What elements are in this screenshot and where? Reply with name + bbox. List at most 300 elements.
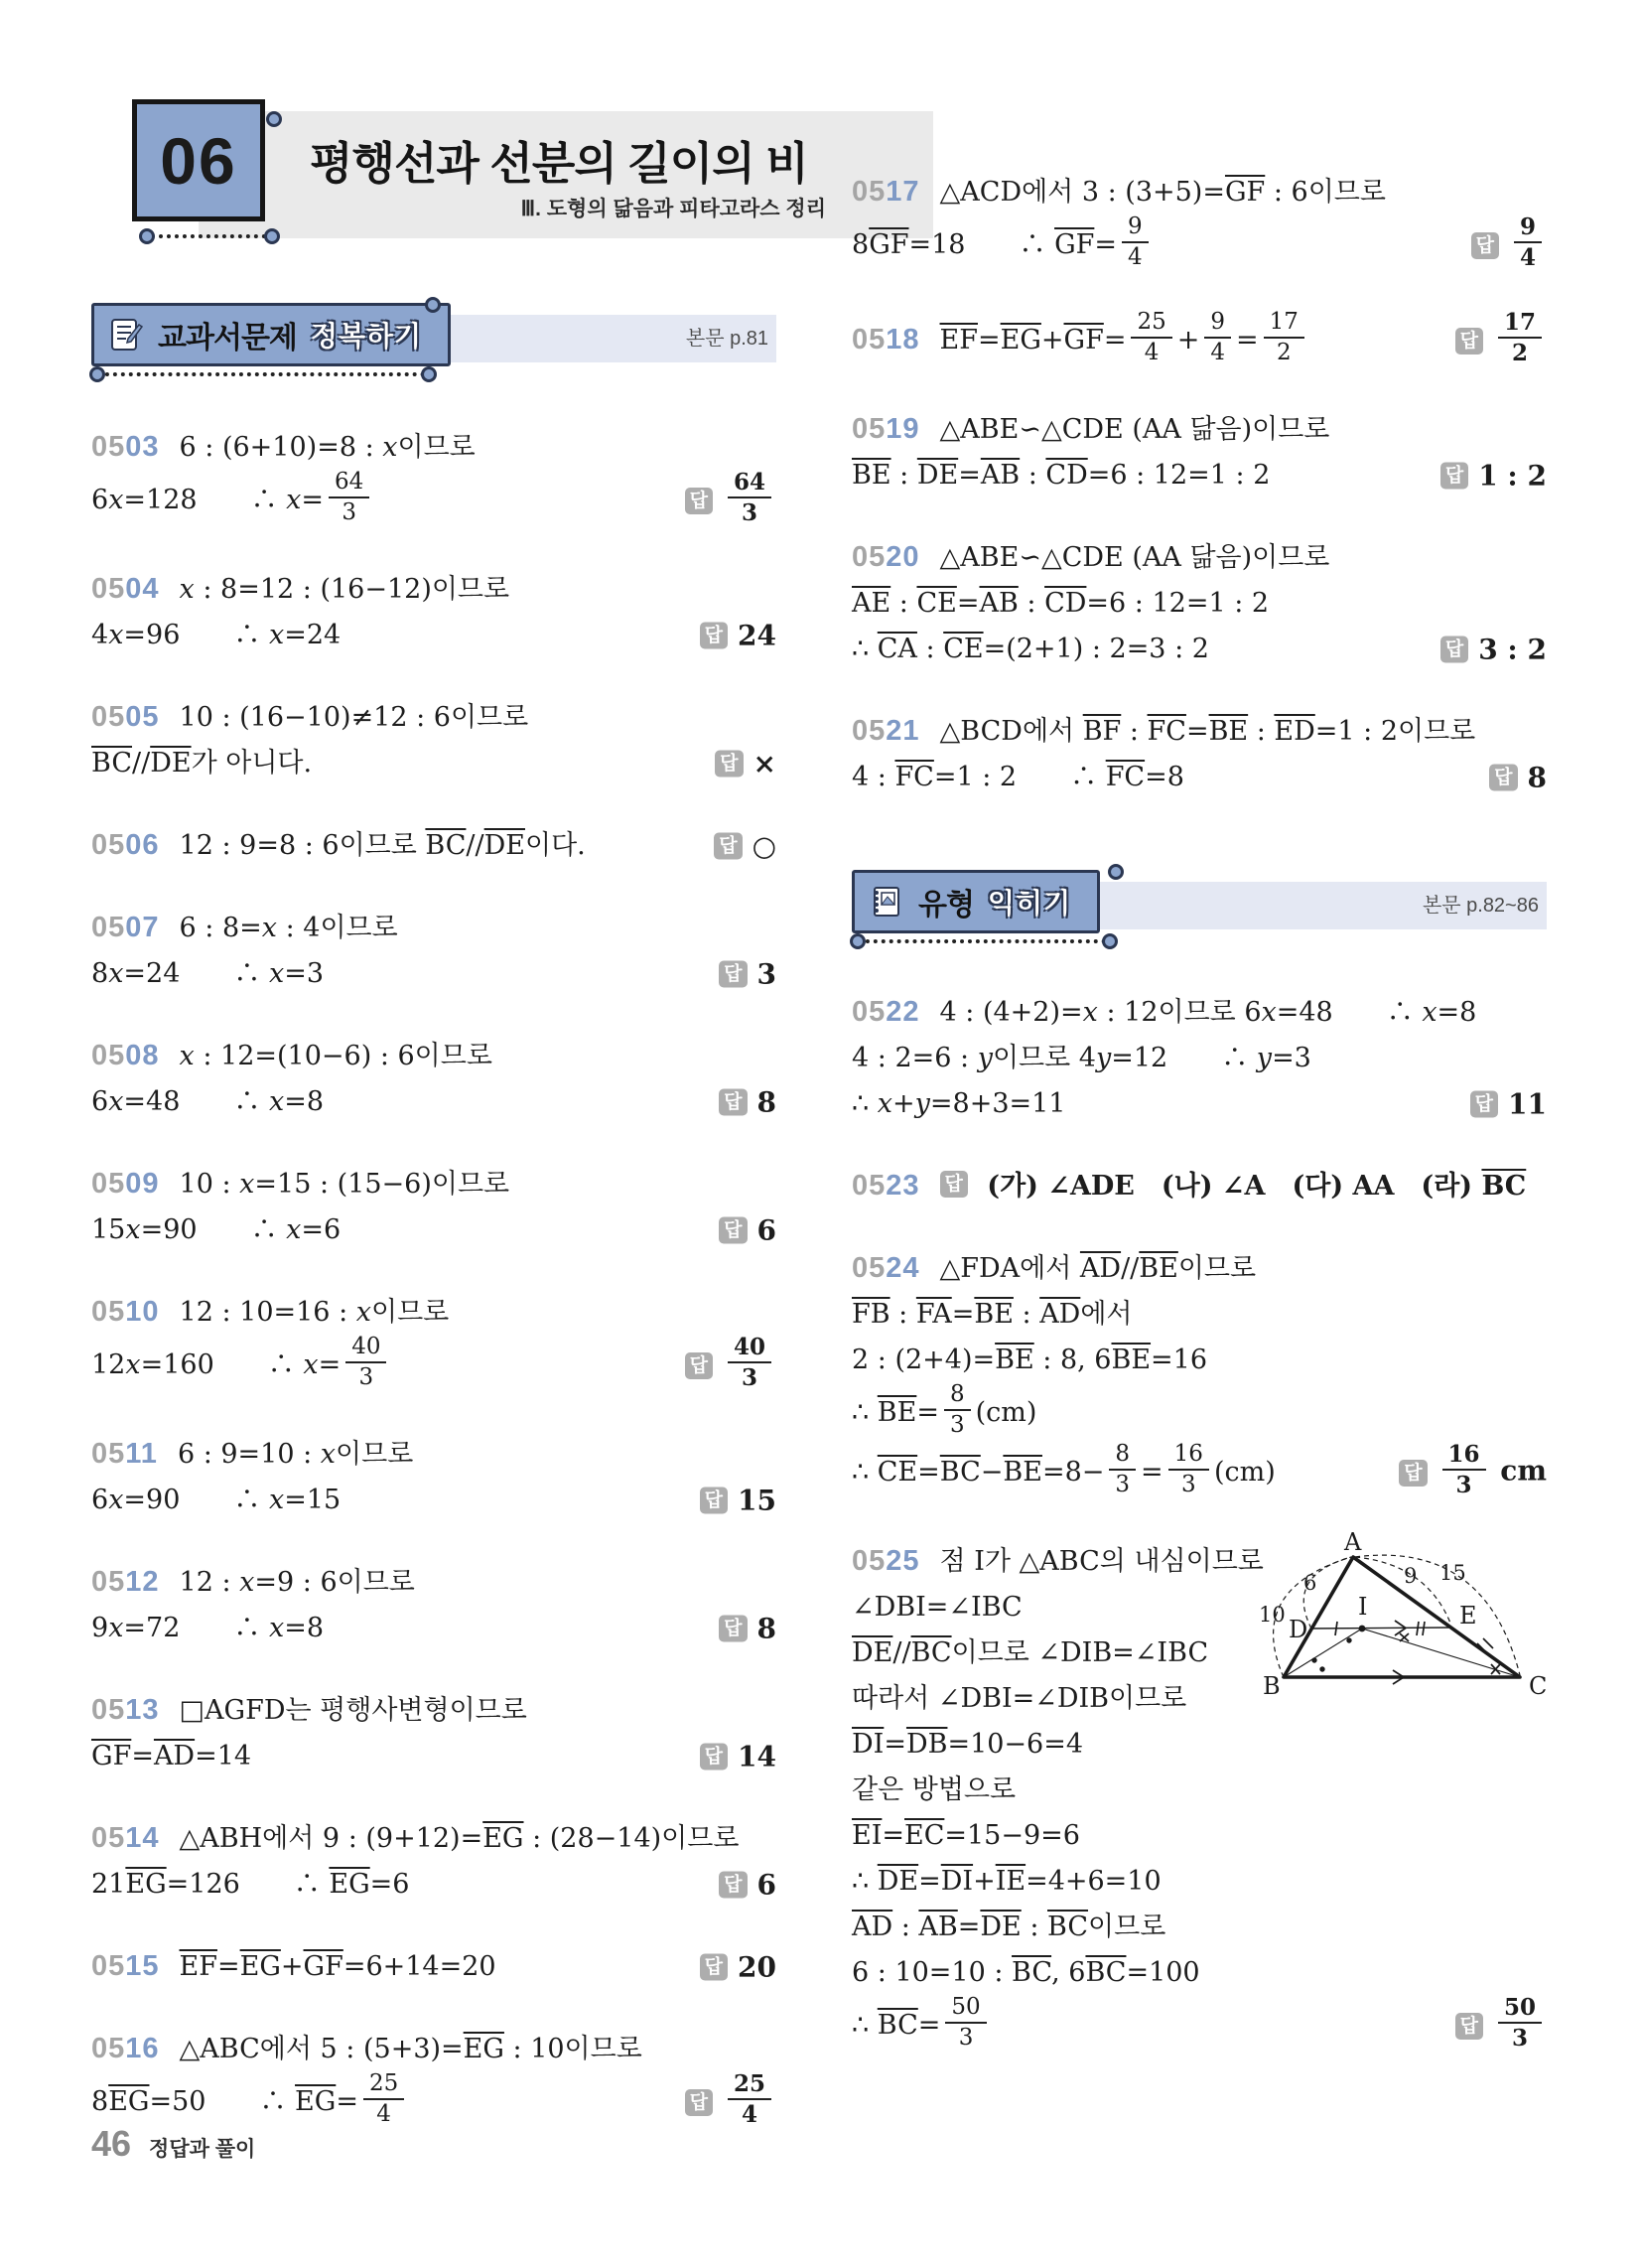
solution-line (91, 1289, 776, 1336)
problem-0514 (91, 1815, 776, 1908)
answer-badge: 답 (940, 1171, 968, 1198)
answer (719, 958, 776, 991)
solution-line (852, 1292, 1547, 1338)
answer (1399, 1443, 1547, 1502)
solution-line (852, 1036, 1547, 1081)
solution-line (852, 534, 1547, 581)
segment-overline: $\overline{AB}$ (918, 1912, 958, 1942)
segment-overline: $\overline{CE}$ (877, 1456, 918, 1488)
segment-overline: $\overline{CD}$ (1045, 460, 1088, 491)
segment-overline: $\overline{BE}$ (852, 460, 891, 491)
solution-text: △ACD에서 3 : $(3+5)=\overline{GF}$ : 6이므로 (939, 177, 1386, 208)
decor-handle (1102, 933, 1118, 949)
segment-overline: $\overline{EG}$ (482, 1823, 524, 1854)
solution-text: 6x=90 ∴ x=15 (91, 1485, 342, 1515)
answer-badge: 답 (1455, 328, 1483, 354)
problem-0510 (91, 1289, 776, 1395)
segment-overline: $\overline{BC}$ (1012, 1957, 1052, 1988)
solution-text: ∴ $\overline{BE}=$ $\frac{8}{3}$ (cm) (852, 1381, 1037, 1438)
measure-ac: 15 (1439, 1561, 1466, 1585)
problem-number: 0517 (852, 176, 920, 208)
solution-line (852, 406, 1547, 453)
solution-line (91, 1862, 776, 1908)
segment-overline: $\overline{EG}$ (108, 2085, 150, 2117)
segment-overline: $\overline{CD}$ (1044, 588, 1087, 619)
problem-number: 0514 (91, 1822, 160, 1854)
segment-overline: $\overline{EF}$ (179, 1951, 217, 1982)
decor-handle (425, 297, 441, 313)
decor-handle (1108, 864, 1124, 880)
problem-0522 (852, 989, 1547, 1127)
problem-number: 0522 (852, 996, 920, 1028)
fraction: $\frac{25}{4}$ (728, 2069, 771, 2129)
answer-value (1509, 215, 1547, 275)
footer-label: 정답과 풀이 (149, 2138, 256, 2161)
section-header-practice (852, 870, 1547, 949)
fraction: $\frac{9}{4}$ (1514, 213, 1542, 272)
answer-value: 6 (756, 1868, 776, 1902)
segment-overline: $\overline{EG}$ (239, 1951, 281, 1982)
answer (1471, 215, 1547, 275)
solution-line (91, 1943, 776, 1990)
fraction: $\frac{25}{4}$ (1131, 308, 1171, 367)
section-title-box (852, 870, 1100, 933)
answer (719, 1869, 776, 1902)
label-b: B (1263, 1672, 1281, 1700)
solution-text: $\overline{EF}=\overline{EG}+\overline{GF}=6+14=20$ (179, 1951, 496, 1982)
solution-text: $21\overline{EG}=126$ ∴ $\overline{EG}=6$ (91, 1869, 410, 1900)
answer-value (723, 2072, 776, 2132)
segment-overline: $\overline{BC}$ (939, 1456, 981, 1488)
solution-text: 6 : 10=10 : $\overline{BC}$, $6\overline{BC}=100$ (852, 1957, 1200, 1988)
answer (700, 1950, 776, 1983)
segment-overline: $\overline{EI}$ (852, 1820, 883, 1851)
segment-overline: $\overline{DE}$ (916, 460, 959, 491)
label-a: A (1344, 1530, 1362, 1556)
solution-text: ∴ $\overline{BC}=$ $\frac{50}{3}$ (852, 2010, 992, 2041)
solution-text: 4x=96 ∴ x=24 (91, 620, 342, 650)
problem-0515 (91, 1943, 776, 1990)
fraction: $\frac{17}{2}$ (1264, 308, 1304, 367)
answer-value: 3 : 2 (1478, 633, 1547, 666)
right-problem-list-top (852, 149, 1547, 800)
segment-overline: $\overline{BE}$ (974, 1299, 1014, 1330)
problem-number: 0518 (852, 323, 920, 355)
label-d: D (1289, 1616, 1308, 1643)
solution-line (91, 566, 776, 613)
fraction: $\frac{17}{2}$ (1498, 308, 1542, 367)
chapter-number: 06 (160, 123, 237, 198)
segment-overline: $\overline{FB}$ (852, 1299, 890, 1330)
segment-overline: $\overline{BE}$ (1003, 1456, 1042, 1488)
solution-text: ∴ $\overline{CA}$ : $\overline{CE}=(2+1)$ : 2=3 : 2 (852, 634, 1209, 664)
problem-0506 (91, 822, 776, 869)
answer-value (723, 1336, 776, 1395)
solution-line (852, 627, 1547, 672)
answer-value: 6 (756, 1213, 776, 1247)
answer (719, 1613, 776, 1645)
answer-value: 3 (756, 957, 776, 991)
segment-overline: $\overline{CE}$ (916, 588, 957, 619)
solution-text: 10 : x=15 : (15−6)이므로 (179, 1169, 510, 1200)
segment-overline: $\overline{DB}$ (905, 1729, 948, 1760)
answer-value: 8 (756, 1612, 776, 1645)
solution-text: 12 : 10=16 : x이므로 (179, 1297, 450, 1328)
problem-0504 (91, 566, 776, 658)
segment-overline: $\overline{DE}$ (150, 748, 192, 779)
right-column (852, 149, 1547, 2091)
segment-overline: $\overline{DE}$ (483, 830, 525, 861)
problem-0524 (852, 1245, 1547, 1502)
page-reference: 본문 p.82~86 (1422, 895, 1539, 917)
solution-line (91, 822, 776, 869)
solution-line (852, 1338, 1547, 1383)
answer (1455, 311, 1547, 370)
segment-overline: $\overline{BC}$ (1085, 1957, 1127, 1988)
answer-badge: 답 (1455, 2013, 1483, 2040)
solution-text: ∠DBI=∠IBC (852, 1592, 1023, 1623)
solution-text: $8\overline{EG}=50$ ∴ $\overline{EG}=$ $\frac{25}{4}$ (91, 2086, 409, 2117)
problem-0505 (91, 694, 776, 786)
solution-text: △ABC에서 5 : $(5+3)=\overline{EG}$ : 10이므로 (179, 2034, 642, 2064)
segment-overline: $\overline{BC}$ (425, 830, 467, 861)
answer-value: 24 (738, 619, 776, 652)
answer-badge: 답 (700, 1488, 728, 1514)
answer (685, 1336, 776, 1395)
solution-line (91, 1033, 776, 1079)
solution-line (852, 453, 1547, 498)
answer-badge: 답 (1440, 463, 1468, 490)
problem-number: 0524 (852, 1252, 920, 1284)
segment-overline: $\overline{FA}$ (915, 1299, 952, 1330)
solution-text: ∴ x+y=8+3=11 (852, 1088, 1066, 1119)
answer-badge: 답 (700, 623, 728, 649)
segment-overline: $\overline{EF}$ (939, 324, 978, 355)
problem-0523 (852, 1163, 1547, 1209)
answer (719, 1214, 776, 1247)
segment-overline: $\overline{DE}$ (852, 1637, 893, 1668)
problem-0508 (91, 1033, 776, 1125)
problem-0512 (91, 1559, 776, 1651)
solution-line (91, 1606, 776, 1651)
answer-badge: 답 (1470, 1091, 1498, 1118)
problem-number: 0504 (91, 573, 160, 605)
problem-number: 0512 (91, 1566, 160, 1598)
segment-overline: $\overline{BC}$ (1047, 1912, 1089, 1942)
answer-badge: 답 (685, 2089, 713, 2116)
solution-text: 12 : x=9 : 6이므로 (179, 1567, 415, 1598)
answer (1470, 1088, 1547, 1121)
solution-text: $\overline{DE}//\overline{BC}$이므로 ∠DIB=∠IBC (852, 1637, 1209, 1668)
solution-line (852, 1950, 1547, 1996)
answer (685, 471, 776, 530)
answer-value: 14 (738, 1740, 776, 1773)
measure-ae: 9 (1404, 1564, 1418, 1588)
segment-overline: $\overline{IE}$ (995, 1866, 1026, 1897)
problem-number: 0515 (91, 1950, 160, 1982)
decor-handle (421, 366, 437, 382)
left-column (91, 303, 776, 2168)
decor-dotline (858, 939, 1106, 943)
problem-number: 0525 (852, 1545, 920, 1577)
triangle-abc (1284, 1557, 1520, 1677)
answer (1440, 460, 1547, 493)
solution-text: 2 : $(2+4)=\overline{BE}$ : 8, $6\overline{BE}=16$ (852, 1345, 1208, 1375)
problem-number: 0523 (852, 1170, 920, 1202)
problem-number: 0507 (91, 912, 160, 943)
problem-0525 (852, 1530, 1548, 2055)
problem-number: 0519 (852, 413, 920, 445)
problem-number: 0510 (91, 1296, 160, 1328)
solution-text: □AGFD는 평행사변형이므로 (179, 1695, 527, 1726)
label-e: E (1459, 1602, 1477, 1630)
segment-overline: $\overline{GF}$ (1224, 177, 1266, 208)
label-i: I (1358, 1593, 1368, 1621)
solution-line (852, 215, 1547, 275)
solution-text: $\overline{BC}//\overline{DE}$가 아니다. (91, 748, 313, 779)
decor-dotline (151, 234, 266, 238)
answer (1455, 1996, 1547, 2055)
answer (1440, 634, 1547, 666)
segment-overline: $\overline{BC}$ (91, 748, 133, 779)
answer-value (1493, 1996, 1547, 2055)
solution-text: 12x=160 ∴ x= $\frac{40}{3}$ (91, 1349, 391, 1380)
solution-line (91, 1734, 776, 1779)
fraction: $\frac{64}{3}$ (329, 468, 369, 527)
segment-overline: $\overline{BC}$ (1481, 1171, 1527, 1202)
segment-overline: $\overline{BE}$ (1111, 1345, 1152, 1375)
segment-overline: $\overline{AD}$ (1079, 1253, 1122, 1284)
decor-handle (89, 366, 105, 382)
decor-handle (850, 933, 866, 949)
solution-text: $\overline{EF}=\overline{EG}+\overline{GF}=$ $\frac{25}{4}$ + $\frac{9}{4}$ = $\frac{17}{2}$ (940, 325, 1309, 355)
segment-overline: $\overline{EG}$ (125, 1869, 167, 1900)
solution-line (852, 1768, 1547, 1813)
solution-text: 같은 방법으로 (852, 1774, 1017, 1805)
answer (714, 829, 776, 862)
solution-text: 4 : (4+2)=x : 12이므로 6x=48 ∴ x=8 (939, 997, 1477, 1028)
segment-overline: $\overline{AD}$ (153, 1741, 196, 1772)
answer-value: 15 (738, 1484, 776, 1517)
answer-badge: 답 (1399, 1460, 1427, 1487)
solution-line (852, 169, 1547, 215)
solution-line (91, 471, 776, 530)
decor-handle (266, 111, 282, 127)
solution-line (852, 755, 1547, 800)
solution-text: 9x=72 ∴ x=8 (91, 1613, 325, 1643)
segment-overline: $\overline{GF}$ (91, 1741, 132, 1772)
solution-line (852, 1905, 1547, 1950)
problem-0517 (852, 169, 1547, 275)
solution-text: △ABH에서 9 : $(9+12)=\overline{EG}$ : (28−14)이므로 (179, 1823, 740, 1854)
solution-text: $\overline{AD}$ : $\overline{AB}=\overline{DE}$ : $\overline{BC}$이므로 (852, 1912, 1166, 1942)
decor-handle (139, 228, 155, 244)
answer-value (1493, 311, 1547, 370)
solution-line (91, 1431, 776, 1478)
problem-0519 (852, 406, 1547, 498)
solution-line (91, 741, 776, 786)
segment-overline: $\overline{FC}$ (894, 762, 934, 792)
solution-text: 따라서 ∠DBI=∠DIB이므로 (852, 1683, 1187, 1714)
solution-text: $\overline{FB}$ : $\overline{FA}=\overline{BE}$ : $\overline{AD}$에서 (852, 1299, 1133, 1330)
problem-number: 0505 (91, 701, 160, 733)
fraction: $\frac{8}{3}$ (944, 1380, 971, 1440)
segment-overline: $\overline{GF}$ (869, 228, 909, 260)
solution-line (91, 1559, 776, 1606)
segment-overline: $\overline{CE}$ (943, 634, 984, 664)
segment-overline: $\overline{CA}$ (877, 634, 917, 664)
solution-text: △BCD에서 $\overline{BF}$ : $\overline{FC}=\overline{BE}$ : $\overline{ED}=1$ : 2이므로 (939, 716, 1476, 747)
solution-line (91, 613, 776, 658)
solution-line (91, 1079, 776, 1125)
solution-text: ∴ $\overline{CE}=\overline{BC}-\overline{BE}=8-$ $\frac{8}{3}$ = $\frac{16}{3}$ (cm) (852, 1441, 1276, 1497)
solution-text: 15x=90 ∴ x=6 (91, 1214, 342, 1245)
decor-handle (264, 228, 280, 244)
section-title-sub: 정복하기 (310, 321, 423, 352)
answer-badge: 답 (714, 832, 742, 859)
solution-line (852, 989, 1547, 1036)
fraction: $\frac{64}{3}$ (728, 468, 771, 527)
solution-line (852, 311, 1547, 370)
fraction: $\frac{16}{3}$ (1442, 1440, 1486, 1499)
answer-badge: 답 (685, 488, 713, 514)
segment-overline: $\overline{DI}$ (852, 1729, 885, 1760)
answer-value: 11 (1508, 1087, 1547, 1121)
fraction: $\frac{9}{4}$ (1204, 308, 1231, 367)
segment-overline: $\overline{DI}$ (940, 1866, 974, 1897)
problem-0509 (91, 1161, 776, 1253)
answer-badge: 답 (719, 1089, 747, 1116)
solution-line (91, 1161, 776, 1207)
solution-text: 6x=128 ∴ x= $\frac{64}{3}$ (91, 485, 374, 515)
page-reference: 본문 p.81 (685, 328, 768, 350)
problem-0518 (852, 311, 1547, 370)
fraction: $\frac{50}{3}$ (945, 1993, 986, 2053)
solution-line (91, 1207, 776, 1253)
fraction: $\frac{9}{4}$ (1122, 213, 1149, 272)
solution-line (91, 694, 776, 741)
segment-overline: $\overline{BE}$ (1139, 1253, 1178, 1284)
problem-0503 (91, 424, 776, 530)
solution-text: x : 8=12 : (16−12)이므로 (179, 574, 510, 605)
memo-icon (108, 317, 144, 353)
answer-badge: 답 (1471, 232, 1499, 259)
problem-number: 0503 (91, 431, 160, 463)
segment-overline: $\overline{BE}$ (995, 1345, 1034, 1375)
segment-overline: $\overline{BE}$ (877, 1396, 917, 1428)
solution-line (91, 1815, 776, 1862)
solution-text: △ABE∽△CDE (AA 닮음)이므로 (939, 414, 1330, 445)
solution-line (852, 1813, 1547, 1859)
problem-number: 0506 (91, 829, 160, 861)
fraction: $\frac{25}{4}$ (363, 2069, 404, 2129)
segment-overline: $\overline{FC}$ (1105, 762, 1146, 792)
solution-line (852, 1443, 1547, 1502)
answer-badge: 답 (719, 1616, 747, 1642)
answer-badge: 답 (715, 751, 743, 778)
decor-dotline (97, 372, 425, 376)
solution-text: 6 : 8=x : 4이므로 (179, 913, 398, 943)
solution-line (91, 951, 776, 997)
fraction: $\frac{50}{3}$ (1498, 1993, 1542, 2053)
segment-overline: $\overline{EG}$ (463, 2034, 504, 2064)
solution-text: $\overline{AE}$ : $\overline{CE}=\overline{AB}$ : $\overline{CD}=6$ : 12=1 : 2 (852, 588, 1270, 619)
incenter-triangle-diagram (1259, 1530, 1557, 1724)
solution-text: $\overline{GF}=\overline{AD}=14$ (91, 1741, 252, 1772)
section-title-box (91, 303, 451, 366)
problem-0516 (91, 2026, 776, 2132)
segment-overline: $\overline{DE}$ (980, 1912, 1022, 1942)
segment-overline: $\overline{AB}$ (979, 588, 1019, 619)
solution-line (91, 1336, 776, 1395)
answer (700, 620, 776, 652)
segment-overline: $\overline{EG}$ (295, 2085, 337, 2117)
answer (715, 748, 776, 780)
segment-overline: $\overline{AE}$ (852, 588, 891, 619)
segment-overline: $\overline{DE}$ (877, 1866, 919, 1897)
solution-text: 10 : (16−10)≠12 : 6이므로 (179, 702, 529, 733)
section-header-textbook (91, 303, 776, 382)
chapter-title: 평행선과 선분의 길이의 비 (310, 138, 808, 189)
segment-overline: $\overline{BC}$ (910, 1637, 952, 1668)
answer-badge: 답 (719, 1217, 747, 1244)
solution-line (852, 1163, 1547, 1209)
solution-text: 점 I가 △ABC의 내심이므로 (939, 1546, 1264, 1577)
measure-ad: 6 (1303, 1571, 1317, 1595)
problem-0507 (91, 905, 776, 997)
answer-value: $\frac{16}{3}$ cm (1437, 1443, 1547, 1502)
solution-line (852, 1383, 1547, 1443)
fraction: $\frac{8}{3}$ (1109, 1440, 1136, 1499)
solution-line (852, 708, 1547, 755)
problem-number: 0513 (91, 1694, 160, 1726)
segment-overline: $\overline{BE}$ (1208, 716, 1249, 747)
section-title-main: 교과서문제 (158, 322, 297, 354)
answer-value: × (753, 747, 776, 780)
chapter-subtitle: Ⅲ. 도형의 닮음과 피타고라스 정리 (520, 198, 826, 220)
answer-badge: 답 (1489, 765, 1517, 791)
solution-text: x : 12=(10−6) : 6이므로 (179, 1041, 492, 1071)
answer-badge: 답 (719, 1872, 747, 1899)
problem-0513 (91, 1687, 776, 1779)
solution-text: 6x=48 ∴ x=8 (91, 1086, 325, 1117)
angle-dots (1311, 1626, 1365, 1672)
page-footer (91, 2123, 255, 2165)
solution-line (852, 1081, 1547, 1127)
chapter-number-box (132, 99, 265, 221)
segment-overline: $\overline{FC}$ (1147, 716, 1186, 747)
solution-line (91, 424, 776, 471)
segment-overline: $\overline{EG}$ (1000, 324, 1041, 355)
answer (719, 1086, 776, 1119)
solution-line (91, 1687, 776, 1734)
answer-badge: 답 (719, 961, 747, 988)
problem-number: 0509 (91, 1168, 160, 1200)
answer-value: 1 : 2 (1478, 459, 1547, 493)
solution-text: $8\overline{GF}=18$ ∴ $\overline{GF}=$ $\frac{9}{4}$ (852, 229, 1154, 260)
segment-overline: $\overline{GF}$ (1054, 228, 1095, 260)
fraction: $\frac{40}{3}$ (728, 1333, 771, 1392)
solution-line (91, 1478, 776, 1523)
segment-de (1311, 1628, 1451, 1629)
solution-text: ∴ $\overline{DE}=\overline{DI}+\overline{IE}=4+6=10$ (852, 1866, 1162, 1897)
segment-overline: $\overline{GF}$ (303, 1951, 343, 1982)
solution-text: 8x=24 ∴ x=3 (91, 958, 325, 989)
solution-line (91, 2026, 776, 2072)
segment-overline: $\overline{AD}$ (1039, 1299, 1081, 1330)
segment-overline: $\overline{ED}$ (1274, 716, 1315, 747)
answer-value (723, 471, 776, 530)
